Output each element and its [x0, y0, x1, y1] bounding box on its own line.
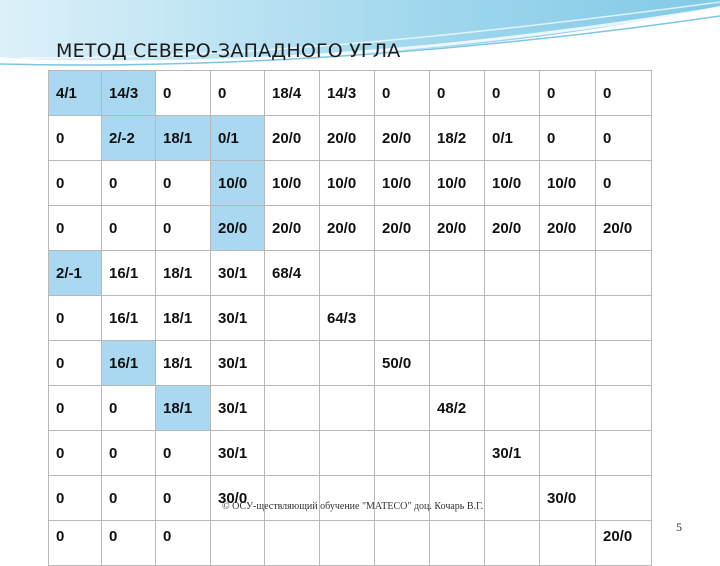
table-row — [49, 431, 652, 476]
table-cell — [596, 431, 652, 476]
table-cell — [540, 161, 596, 206]
table-cell — [156, 476, 211, 521]
cell-value: 0 — [56, 527, 65, 545]
table-cell — [49, 71, 102, 116]
table-cell — [49, 431, 102, 476]
table-cell — [540, 296, 596, 341]
cell-value: 30/0 — [218, 489, 248, 507]
cell-value: 20/0 — [603, 527, 633, 545]
table-cell — [596, 206, 652, 251]
table-cell — [596, 476, 652, 521]
table-cell — [485, 341, 540, 386]
table-cell — [485, 476, 540, 521]
table-cell — [102, 476, 156, 521]
table-cell — [430, 341, 485, 386]
table-cell — [211, 341, 265, 386]
cell-value: 18/4 — [272, 84, 302, 102]
cell-value: 2/-2 — [109, 129, 135, 147]
transport-table — [48, 70, 652, 566]
table-cell — [430, 386, 485, 431]
cell-value: 0 — [109, 399, 118, 417]
cell-value: 20/0 — [382, 129, 412, 147]
table-cell — [102, 431, 156, 476]
table-cell — [320, 116, 375, 161]
cell-value: 0 — [163, 527, 172, 545]
table-cell — [375, 341, 430, 386]
cell-value: 14/3 — [327, 84, 357, 102]
table-cell — [211, 206, 265, 251]
cell-value: 20/0 — [382, 219, 412, 237]
cell-value: 0/1 — [492, 129, 513, 147]
table-cell — [540, 71, 596, 116]
table-cell — [211, 116, 265, 161]
table-cell — [540, 206, 596, 251]
cell-value: 10/0 — [327, 174, 357, 192]
table-cell — [320, 386, 375, 431]
table-cell — [596, 251, 652, 296]
cell-value: 48/2 — [437, 399, 467, 417]
cell-value: 18/1 — [163, 264, 193, 282]
table-cell — [485, 161, 540, 206]
table-cell — [211, 521, 265, 566]
table-cell — [102, 251, 156, 296]
table-cell — [375, 386, 430, 431]
table-cell — [485, 386, 540, 431]
table-cell — [102, 161, 156, 206]
table-cell — [540, 431, 596, 476]
cell-value: 0 — [109, 219, 118, 237]
cell-value: 0 — [547, 129, 556, 147]
cell-value: 20/0 — [272, 219, 302, 237]
table-cell — [540, 386, 596, 431]
table-cell — [49, 161, 102, 206]
table-cell — [156, 251, 211, 296]
cell-value: 0 — [56, 129, 65, 147]
table-cell — [430, 521, 485, 566]
table-cell — [320, 431, 375, 476]
cell-value: 0 — [163, 444, 172, 462]
table-cell — [265, 476, 320, 521]
cell-value: 20/0 — [603, 219, 633, 237]
table-cell — [375, 71, 430, 116]
cell-value: 68/4 — [272, 264, 302, 282]
table-cell — [430, 251, 485, 296]
cell-value: 0 — [163, 174, 172, 192]
table-cell — [375, 476, 430, 521]
table-cell — [320, 296, 375, 341]
cell-value: 20/0 — [547, 219, 577, 237]
table-cell — [102, 296, 156, 341]
table-cell — [596, 71, 652, 116]
table-cell — [265, 206, 320, 251]
cell-value: 20/0 — [327, 129, 357, 147]
table-cell — [485, 296, 540, 341]
table-cell — [102, 116, 156, 161]
table-cell — [265, 386, 320, 431]
cell-value: 10/0 — [547, 174, 577, 192]
cell-value: 0 — [547, 84, 556, 102]
table-cell — [49, 521, 102, 566]
cell-value: 0 — [56, 399, 65, 417]
cell-value: 0 — [56, 354, 65, 372]
table-cell — [156, 341, 211, 386]
table-cell — [485, 521, 540, 566]
table-cell — [430, 476, 485, 521]
table-cell — [320, 251, 375, 296]
table-cell — [596, 341, 652, 386]
cell-value: 0 — [109, 444, 118, 462]
table-cell — [375, 116, 430, 161]
table-cell — [49, 386, 102, 431]
table-cell — [49, 296, 102, 341]
table-row — [49, 386, 652, 431]
table-cell — [375, 296, 430, 341]
table-row — [49, 521, 652, 566]
table-cell — [265, 161, 320, 206]
table-row — [49, 251, 652, 296]
table-cell — [49, 251, 102, 296]
cell-value: 20/0 — [218, 219, 248, 237]
cell-value: 50/0 — [382, 354, 412, 372]
table-cell — [156, 296, 211, 341]
cell-value: 18/2 — [437, 129, 467, 147]
table-cell — [156, 386, 211, 431]
table-cell — [156, 206, 211, 251]
table-cell — [430, 116, 485, 161]
table-cell — [211, 71, 265, 116]
page-number: 5 — [676, 520, 682, 534]
table-cell — [211, 251, 265, 296]
table-row — [49, 476, 652, 521]
footer-copyright: © ОСУ-ществляющий обучение "МАТЕСО" доц. Кочарь В.Г. — [222, 501, 484, 512]
cell-value: 0 — [437, 84, 446, 102]
table-cell — [211, 296, 265, 341]
cell-value: 18/1 — [163, 129, 193, 147]
table-cell — [375, 251, 430, 296]
table-row — [49, 71, 652, 116]
table-cell — [265, 431, 320, 476]
table-row — [49, 116, 652, 161]
table-cell — [49, 206, 102, 251]
table-cell — [265, 251, 320, 296]
cell-value: 30/1 — [218, 354, 248, 372]
table-cell — [320, 161, 375, 206]
table-cell — [540, 521, 596, 566]
table-cell — [265, 296, 320, 341]
table-cell — [596, 386, 652, 431]
cell-value: 20/0 — [327, 219, 357, 237]
table-cell — [320, 206, 375, 251]
cell-value: 30/0 — [547, 489, 577, 507]
table-cell — [156, 521, 211, 566]
cell-value: 0 — [109, 174, 118, 192]
slide-title: МЕТОД СЕВЕРО-ЗАПАДНОГО УГЛА — [56, 40, 401, 62]
cell-value: 0 — [56, 309, 65, 327]
table-row — [49, 341, 652, 386]
cell-value: 10/0 — [218, 174, 248, 192]
table-row — [49, 296, 652, 341]
table-cell — [156, 161, 211, 206]
table-cell — [49, 476, 102, 521]
table-cell — [102, 206, 156, 251]
table-cell — [265, 116, 320, 161]
table-cell — [375, 161, 430, 206]
table-cell — [211, 161, 265, 206]
table-cell — [320, 476, 375, 521]
table-cell — [320, 341, 375, 386]
cell-value: 0 — [163, 84, 172, 102]
table-cell — [485, 116, 540, 161]
cell-value: 0 — [56, 444, 65, 462]
cell-value: 20/0 — [272, 129, 302, 147]
cell-value: 0 — [56, 489, 65, 507]
table-cell — [485, 431, 540, 476]
table-cell — [265, 71, 320, 116]
table-cell — [485, 71, 540, 116]
table-cell — [102, 341, 156, 386]
table-cell — [102, 386, 156, 431]
table-cell — [596, 296, 652, 341]
cell-value: 10/0 — [382, 174, 412, 192]
cell-value: 16/1 — [109, 264, 139, 282]
cell-value: 0 — [163, 489, 172, 507]
cell-value: 0 — [109, 489, 118, 507]
table-cell — [265, 341, 320, 386]
cell-value: 0 — [56, 174, 65, 192]
table-cell — [540, 341, 596, 386]
cell-value: 64/3 — [327, 309, 357, 327]
cell-value: 30/1 — [218, 444, 248, 462]
table-cell — [430, 431, 485, 476]
table-cell — [49, 341, 102, 386]
table-cell — [49, 116, 102, 161]
table-row — [49, 206, 652, 251]
table-cell — [375, 206, 430, 251]
cell-value: 14/3 — [109, 84, 139, 102]
cell-value: 0/1 — [218, 129, 239, 147]
cell-value: 0 — [109, 527, 118, 545]
cell-value: 0 — [492, 84, 501, 102]
cell-value: 30/1 — [218, 399, 248, 417]
cell-value: 30/1 — [218, 309, 248, 327]
cell-value: 0 — [56, 219, 65, 237]
cell-value: 4/1 — [56, 84, 77, 102]
table-cell — [265, 521, 320, 566]
cell-value: 18/1 — [163, 354, 193, 372]
cell-value: 18/1 — [163, 399, 193, 417]
table-row — [49, 161, 652, 206]
cell-value: 0 — [603, 129, 612, 147]
table-cell — [156, 116, 211, 161]
table-cell — [375, 521, 430, 566]
table-cell — [156, 71, 211, 116]
cell-value: 0 — [218, 84, 227, 102]
table-cell — [430, 71, 485, 116]
cell-value: 10/0 — [437, 174, 467, 192]
cell-value: 0 — [603, 174, 612, 192]
cell-value: 16/1 — [109, 354, 139, 372]
cell-value: 0 — [603, 84, 612, 102]
table-cell — [430, 296, 485, 341]
table-cell — [540, 251, 596, 296]
table-cell — [375, 431, 430, 476]
table-cell — [430, 206, 485, 251]
table-cell — [102, 521, 156, 566]
cell-value: 20/0 — [492, 219, 522, 237]
table-cell — [211, 476, 265, 521]
table-cell — [211, 431, 265, 476]
table-cell — [102, 71, 156, 116]
cell-value: 16/1 — [109, 309, 139, 327]
cell-value: 10/0 — [272, 174, 302, 192]
cell-value: 0 — [382, 84, 391, 102]
table-cell — [596, 161, 652, 206]
cell-value: 10/0 — [492, 174, 522, 192]
table-cell — [540, 476, 596, 521]
cell-value: 0 — [163, 219, 172, 237]
table-cell — [211, 386, 265, 431]
table-cell — [485, 206, 540, 251]
cell-value: 30/1 — [218, 264, 248, 282]
cell-value: 2/-1 — [56, 264, 82, 282]
table-cell — [430, 161, 485, 206]
cell-value: 20/0 — [437, 219, 467, 237]
table-cell — [320, 71, 375, 116]
table-cell — [485, 251, 540, 296]
table-cell — [540, 116, 596, 161]
table-cell — [156, 431, 211, 476]
cell-value: 18/1 — [163, 309, 193, 327]
table-cell — [320, 521, 375, 566]
table-cell — [596, 521, 652, 566]
cell-value: 30/1 — [492, 444, 522, 462]
table-cell — [596, 116, 652, 161]
